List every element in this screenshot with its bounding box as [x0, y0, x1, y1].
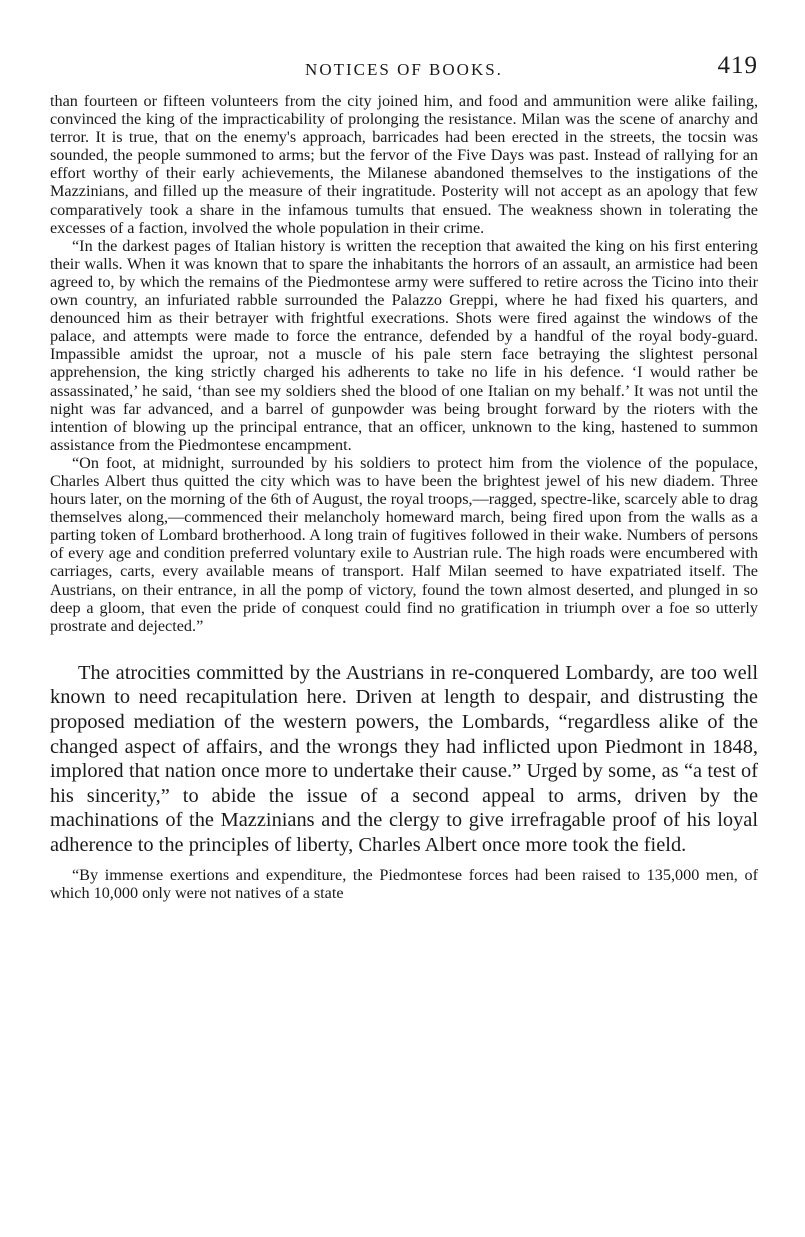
running-title: NOTICES OF BOOKS.: [305, 60, 503, 79]
paragraph-atrocities: The atrocities committed by the Austrians in re-conquered Lombardy, are too well known to need recapitulation here. Driven at length to despair, and distrusting the proposed mediation of the western powers, the Lombards, “regardless alike of the changed aspect of affairs, and the wrongs they had inflicted upon Piedmont in 1848, implored that nation once more to undertake their cause.” Urged by some, as “a test of his sincerity,” to abide the issue of a second appeal to arms, driven by the machinations of the Mazzinians and the clergy to give irrefragable proof of his loyal adherence to the principles of liberty, Charles Albert once more took the field.: [50, 661, 758, 856]
paragraph-continued: than fourteen or fifteen volunteers from the city joined him, and food and ammunition were alike failing, convinced the king of the impracticability of prolonging the resistance. Milan was the scene of anarchy and terror. It is true, that on the enemy's approach, barricades had been erected in the streets, the tocsin was sounded, the people summoned to arms; but the fervor of the Five Days was past. Instead of rallying for an effort worthy of their early achievements, the Milanese abandoned themselves to the instigations of the Mazzinians, and filled up the measure of their ingratitude. Posterity will not accept as an apology that few comparatively took a share in the infamous tumults that ensued. The weakness shown in tolerating the excesses of a faction, involved the whole population in their crime.: [50, 92, 758, 237]
book-page: [50, 52, 758, 902]
quoted-paragraph-departure: “On foot, at midnight, surrounded by his soldiers to protect him from the violence of the populace, Charles Albert thus quitted the city which was to have been the brightest jewel of his new diadem. Three hours later, on the morning of the 6th of August, the royal troops,—ragged, spectre-like, scarcely able to drag themselves along,—commenced their melancholy homeward march, being fired upon from the walls as a parting token of Lombard brotherhood. A long train of fugitives followed in their wake. Numbers of persons of every age and condition preferred voluntary exile to Austrian rule. The high roads were encumbered with carriages, carts, every available means of transport. Half Milan seemed to have expatriated itself. The Austrians, on their entrance, in all the pomp of victory, found the town almost deserted, and plunged in so deep a gloom, that even the pride of conquest could find no gratification in triumph over a foe so utterly prostrate and dejected.”: [50, 453, 758, 635]
running-header: [50, 52, 758, 92]
quoted-paragraph-forces: “By immense exertions and expenditure, the Piedmontese forces had been raised to 135,000 men, of which 10,000 only were not natives of a state: [50, 865, 758, 902]
page-number: 419: [717, 52, 758, 79]
quoted-paragraph-reception: “In the darkest pages of Italian history is written the reception that awaited the king on his first entering their walls. When it was known that to spare the inhabitants the horrors of an assault, an armistice had been agreed to, by which the remains of the Piedmontese army were suffered to retire across the Ticino into their own country, an infuriated rabble surrounded the Palazzo Greppi, where he had fixed his quarters, and denounced him as their betrayer with frightful execrations. Shots were fired against the windows of the palace, and attempts were made to force the entrance, defended by a handful of the royal body-guard. Impassible amidst the uproar, not a muscle of his pale stern face betraying the slightest personal apprehension, the king strictly charged his adherents to take no life in his defence. ‘I would rather be assassinated,’ he said, ‘than see my soldiers shed the blood of one Italian on my behalf.’ It was not until the night was far advanced, and a barrel of gunpowder was being brought forward by the rioters with the intention of blowing up the principal entrance, that an officer, unknown to the king, hastened to summon assistance from the Piedmontese encampment.: [50, 236, 758, 454]
